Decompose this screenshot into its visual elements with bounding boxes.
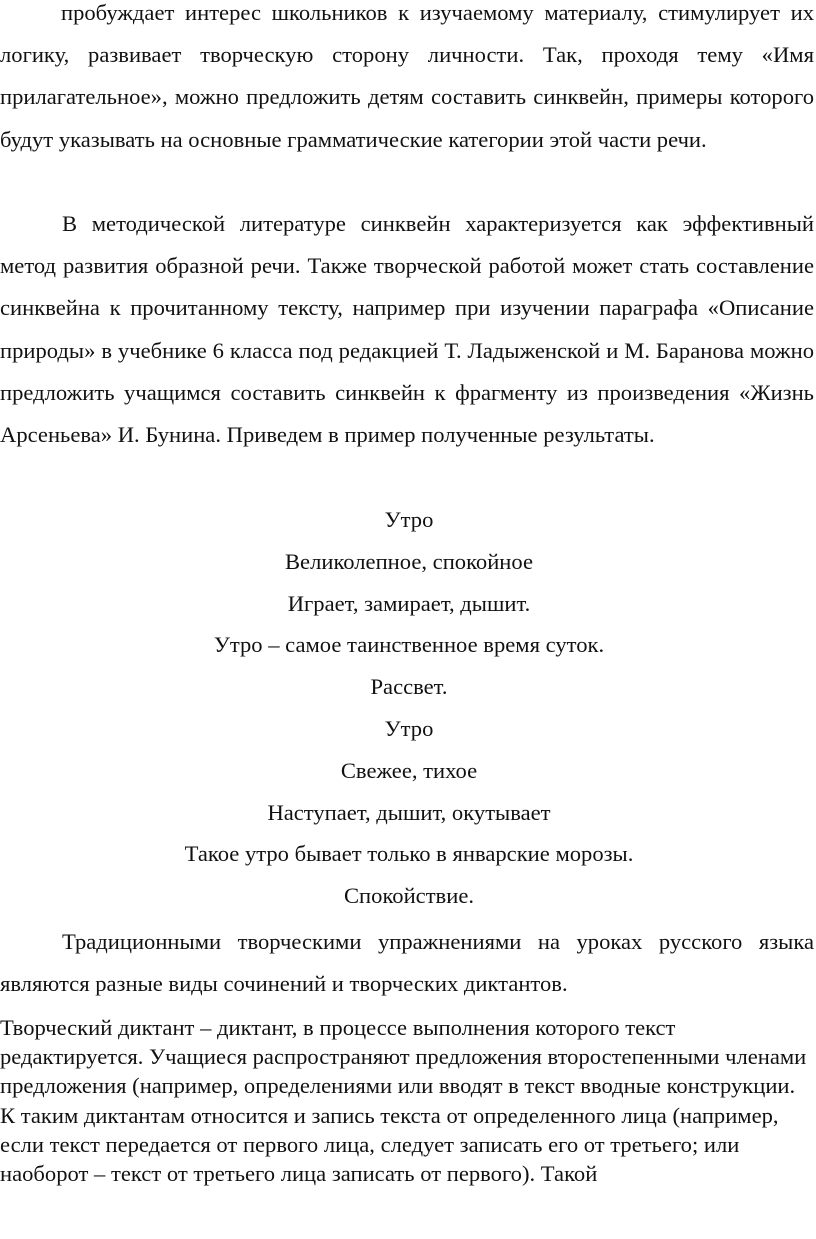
paragraph-intro-continuation: пробуждает интерес школьников к изучаемому материалу, стимулирует их логику, развивает творческую сторону личности. Так, проходя тему «Имя прилагательное», можно предложить детям составить синквейн, примеры которого будут указывать на основные грамматические категории этой части речи. [0,0,814,152]
cinquain-examples [0,499,816,917]
cinquain-line: Спокойствие. [343,883,474,909]
paragraph-methodical-literature: В методической литературе синквейн характеризуется как эффективный метод развития образной речи. Также творческой работой может стать составление синквейна к прочитанному тексту, например при изучении параграфа «Описание природы» в учебнике 6 класса под редакцией Т. Ладыженской и М. Баранова можно предложить учащимся составить синквейн к фрагменту из произведения «Жизнь Арсеньева» И. Бунина. Приведем в пример полученные результаты. [0,211,814,448]
paragraph-creative-dictation: Творческий диктант – диктант, в процессе выполнения которого текст редактируется. Учащиеся распространяют предложения второстепенными членами предложения (например, определениями или вводят в текст вводные конструкции. К таким диктантам относится и запись текста от определенного лица (например, если текст передается от первого лица, следует записать его от третьего; или наоборот – текст от третьего лица записать от первого). Такой [0,1015,807,1187]
cinquain-line: Свежее, тихое [340,757,478,783]
cinquain-line: Утро [384,715,434,741]
cinquain-line: Утро – самое таинственное время суток. [213,632,605,658]
cinquain-line: Утро [384,507,434,532]
cinquain-line: Такое утро бывает только в январские морозы. [184,841,634,867]
paragraph-traditional-exercises: Традиционными творческими упражнениями на уроках русского языка являются разные виды сочинений и творческих диктантов. [0,929,814,997]
cinquain-line: Наступает, дышит, окутывает [267,799,551,825]
cinquain-line: Рассвет. [370,674,448,700]
cinquain-line: Великолепное, спокойное [284,548,533,574]
cinquain-line: Играет, замирает, дышит. [287,590,531,616]
